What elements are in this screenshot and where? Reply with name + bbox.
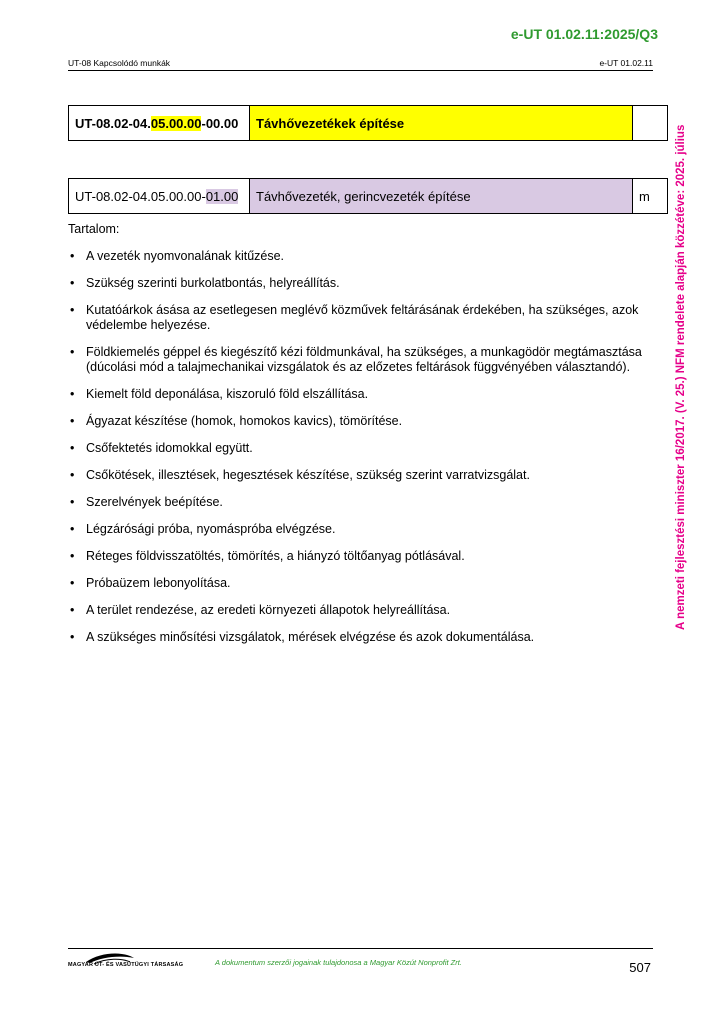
list-item: • A terület rendezése, az eredeti környezeti állapotok helyreállítása. <box>68 603 658 618</box>
running-header-left: UT-08 Kapcsolódó munkák <box>68 58 171 68</box>
item-title: Távhővezeték, gerincvezeték építése <box>250 179 633 214</box>
footer-divider <box>68 948 653 949</box>
running-header <box>68 58 653 71</box>
item-table <box>68 178 668 214</box>
running-header-right: e-UT 01.02.11 <box>599 58 653 68</box>
document-code: e-UT 01.02.11:2025/Q3 <box>510 26 658 42</box>
list-item: • Csőkötések, illesztések, hegesztések készítése, szükség szerint varratvizsgálat. <box>68 468 658 483</box>
content-section <box>68 222 658 657</box>
page-number: 507 <box>629 960 651 975</box>
list-item: • Csőfektetés idomokkal együtt. <box>68 441 658 456</box>
list-item: • Ágyazat készítése (homok, homokos kavics), tömörítése. <box>68 414 658 429</box>
item-unit: m <box>633 179 668 214</box>
list-item: • Földkiemelés géppel és kiegészítő kézi földmunkával, ha szükséges, a munkagödör megtámasztása (dúcolási mód a talajmechanikai vizsgálatok és az előzetes feltárások függvényében választandó). <box>68 345 658 375</box>
list-item: • Kiemelt föld deponálása, kiszoruló föld elszállítása. <box>68 387 658 402</box>
item-code-highlight: 01.00 <box>205 188 239 204</box>
list-item: • Szükség szerinti burkolatbontás, helyreállítás. <box>68 276 658 291</box>
content-label: Tartalom: <box>68 222 120 236</box>
company-logo-text: MAGYAR ÚT- ÉS VASÚTÜGYI TÁRSASÁG <box>68 962 184 968</box>
publication-side-note: A nemzeti fejlesztési miniszter 16/2017. (V. 25.) NFM rendelete alapján közzétéve: 2025. július <box>675 124 687 630</box>
list-item: • Szerelvények beépítése. <box>68 495 658 510</box>
item-group-unit <box>633 106 668 141</box>
list-item: • Réteges földvisszatöltés, tömörítés, a hiányzó töltőanyag pótlásával. <box>68 549 658 564</box>
item-group-table <box>68 105 668 141</box>
item-group-title: Távhővezetékek építése <box>250 106 633 141</box>
work-steps-list <box>68 249 658 645</box>
list-item: • Próbaüzem lebonyolítása. <box>68 576 658 591</box>
list-item: • Légzárósági próba, nyomáspróba elvégzése. <box>68 522 658 537</box>
item-code: UT-08.02-04.05.00.00-01.00 <box>69 179 250 214</box>
list-item: • A szükséges minősítési vizsgálatok, mérések elvégzése és azok dokumentálása. <box>68 630 658 645</box>
list-item: • A vezeték nyomvonalának kitűzése. <box>68 249 658 264</box>
copyright-notice: A dokumentum szerzői jogainak tulajdonosa a Magyar Közút Nonprofit Zrt. <box>215 958 462 967</box>
item-group-code: UT-08.02-04.05.00.00-00.00 <box>69 106 250 141</box>
item-group-code-highlight: 05.00.00 <box>150 115 202 131</box>
list-item: • Kutatóárkok ásása az esetlegesen meglévő közművek feltárásának érdekében, ha szükséges, azok védelembe helyezése. <box>68 303 658 333</box>
